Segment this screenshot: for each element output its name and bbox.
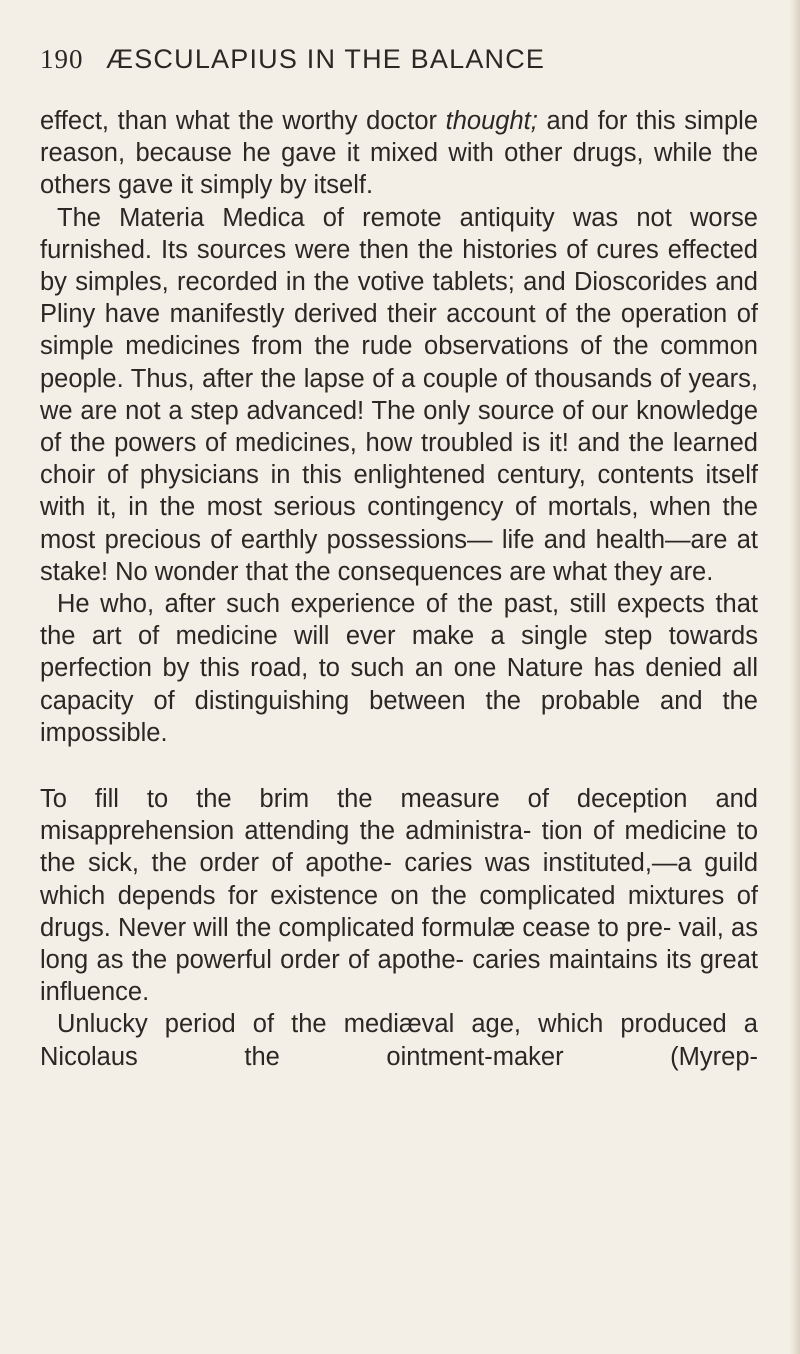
paragraph-mediaeval-age: Unlucky period of the mediæval age, which produced a Nicolaus the ointment-maker (Myrep- [40, 1010, 758, 1071]
paragraph-materia-medica: The Materia Medica of remote antiquity was not worse furnished. Its sources were then the histories of cures effected by simples, recorded in the votive tablets; and Dioscorides and Pliny have manifestly derived their account of the operation of simple medicines from the rude observations of the common people. Thus, after the lapse of a couple of thousands of years, we are not a step advanced! The only source of our knowledge of the powers of medicines, how troubled is it! and the learned choir of physicians in this enlightened century, contents itself with it, in the most serious contingency of mortals, when the most precious of earthly possessions— life and health—are at stake! No wonder that the consequences are what they are. [40, 203, 758, 586]
page-edge-shadow [790, 0, 800, 1354]
emphasis-text: thought; [445, 107, 538, 135]
page-number: 190 [40, 44, 84, 74]
running-header [40, 44, 780, 84]
paragraph-experience: He who, after such experience of the past, still expects that the art of medicine will ever make a single step towards perfection by this road, to such an one Nature has denied all capacity of distinguishing between the probable and the impossible. [40, 590, 758, 747]
running-title: ÆSCULAPIUS IN THE BALANCE [106, 44, 546, 74]
body-text [40, 105, 758, 1073]
paragraph-apothecaries: To fill to the brim the measure of deception and misapprehension attending the administra- tion of medicine to the sick, the order of apothe- caries was instituted,—a guild which depends for existence on the complicated mixtures of drugs. Never will the complicated formulæ cease to pre- vail, as long as the powerful order of apothe- caries maintains its great influence. [40, 785, 758, 1007]
paragraph-text: and for this simple reason, because he gave it mixed with other drugs, while the others gave it simply by itself. [40, 107, 758, 200]
paragraph-text: effect, than what the worthy doctor [40, 107, 446, 135]
paragraph-continuation [40, 105, 758, 202]
